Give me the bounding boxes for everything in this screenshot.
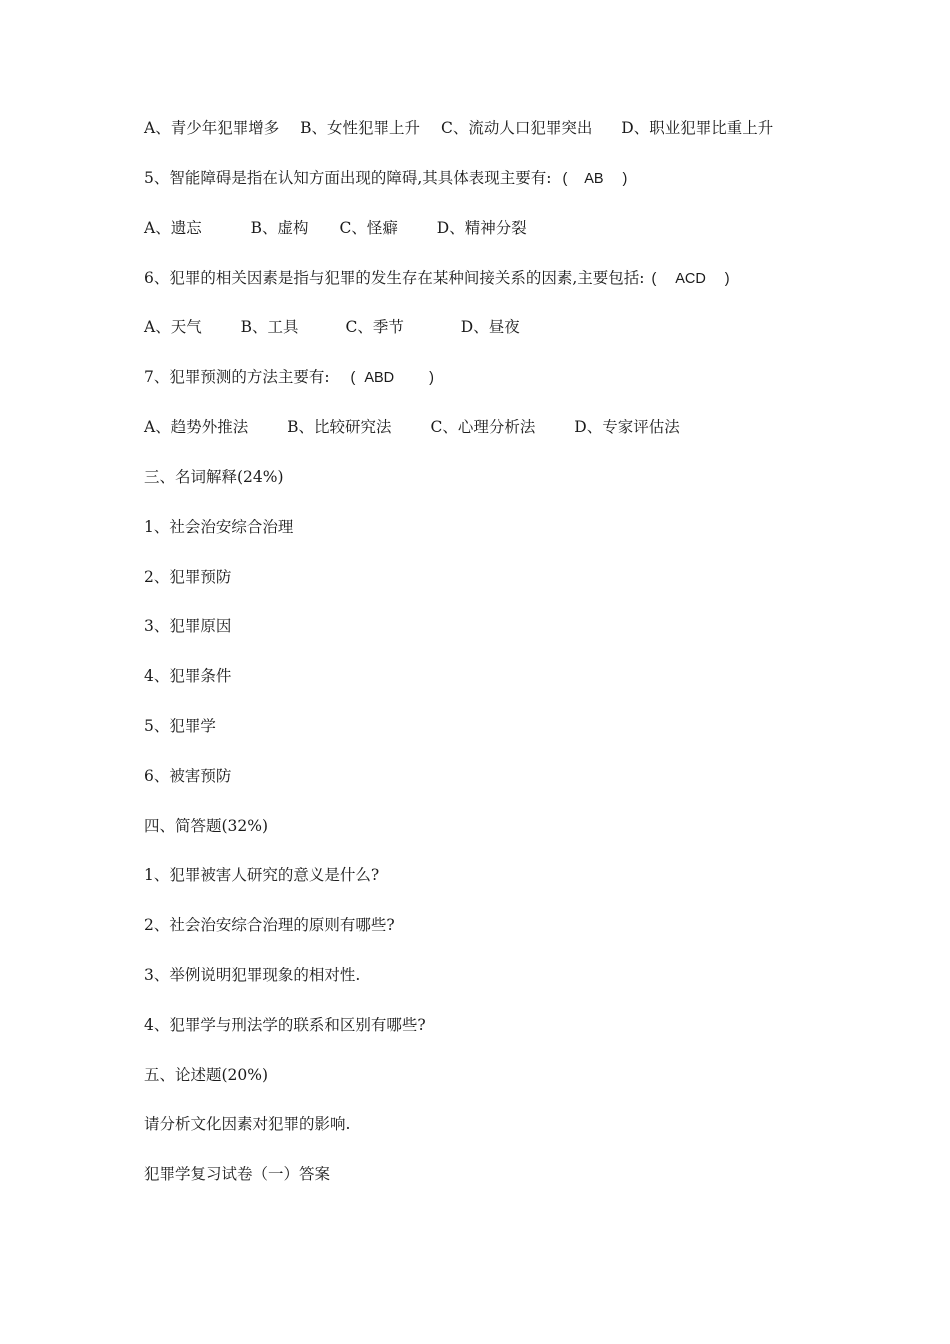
- section3-title: 三、名词解释(24%): [144, 468, 284, 486]
- q7-close-paren: ): [429, 370, 434, 386]
- q6-option-b: B、工具: [240, 318, 299, 336]
- q5-option-a: A、遗忘: [144, 219, 202, 237]
- q7-question: [144, 365, 434, 389]
- q5-text: 5、智能障碍是指在认知方面出现的障碍,其具体表现主要有:: [144, 169, 552, 187]
- section4-item: 3、举例说明犯罪现象的相对性.: [144, 966, 361, 984]
- section3-item: 6、被害预防: [144, 767, 232, 785]
- q7-open-paren: (: [350, 370, 356, 386]
- q6-options-row: [144, 315, 520, 339]
- q6-text: 6、犯罪的相关因素是指与犯罪的发生存在某种间接关系的因素,主要包括:: [144, 269, 645, 287]
- q6-option-a: A、天气: [144, 318, 202, 336]
- section4-item: 2、社会治安综合治理的原则有哪些?: [144, 916, 395, 934]
- q5-option-c: C、怪癖: [339, 219, 398, 237]
- section5-item: 请分析文化因素对犯罪的影响.: [144, 1115, 351, 1133]
- section3-item: 4、犯罪条件: [144, 667, 232, 685]
- q7-option-d: D、专家评估法: [574, 418, 680, 436]
- q7-option-b: B、比较研究法: [287, 418, 392, 436]
- q7-option-c: C、心理分析法: [430, 418, 536, 436]
- section4-item: 1、犯罪被害人研究的意义是什么?: [144, 866, 380, 884]
- q7-answer: ABD: [364, 370, 395, 386]
- q7-option-a: A、趋势外推法: [144, 418, 249, 436]
- q4-option-c: C、流动人口犯罪突出: [440, 119, 593, 137]
- q4-options-row: [144, 116, 773, 140]
- q7-text: 7、犯罪预测的方法主要有:: [144, 368, 330, 386]
- q6-open-paren: (: [651, 271, 657, 287]
- q7-options-row: [144, 415, 680, 439]
- q4-option-a: A、青少年犯罪增多: [144, 119, 280, 137]
- q6-option-c: C、季节: [345, 318, 404, 336]
- q6-option-d: D、昼夜: [460, 318, 520, 336]
- answer-key-title: 犯罪学复习试卷（一）答案: [144, 1165, 331, 1183]
- section4-item: 4、犯罪学与刑法学的联系和区别有哪些?: [144, 1016, 426, 1034]
- q6-answer: ACD: [675, 271, 706, 287]
- section3-item: 2、犯罪预防: [144, 568, 232, 586]
- q5-question: [144, 166, 627, 190]
- section3-item: 1、社会治安综合治理: [144, 518, 294, 536]
- q5-close-paren: ): [622, 171, 628, 187]
- q6-close-paren: ): [724, 271, 730, 287]
- q5-option-d: D、精神分裂: [436, 219, 527, 237]
- q5-answer: AB: [584, 171, 604, 187]
- section5-title: 五、论述题(20%): [144, 1066, 269, 1084]
- q5-option-b: B、虚构: [250, 219, 309, 237]
- section4-title: 四、简答题(32%): [144, 817, 269, 835]
- q4-option-b: B、女性犯罪上升: [300, 119, 421, 137]
- section3-item: 5、犯罪学: [144, 717, 216, 735]
- q5-options-row: [144, 216, 527, 240]
- q4-option-d: D、职业犯罪比重上升: [621, 119, 774, 137]
- q5-open-paren: (: [562, 171, 568, 187]
- section3-item: 3、犯罪原因: [144, 617, 232, 635]
- q6-question: [144, 266, 730, 290]
